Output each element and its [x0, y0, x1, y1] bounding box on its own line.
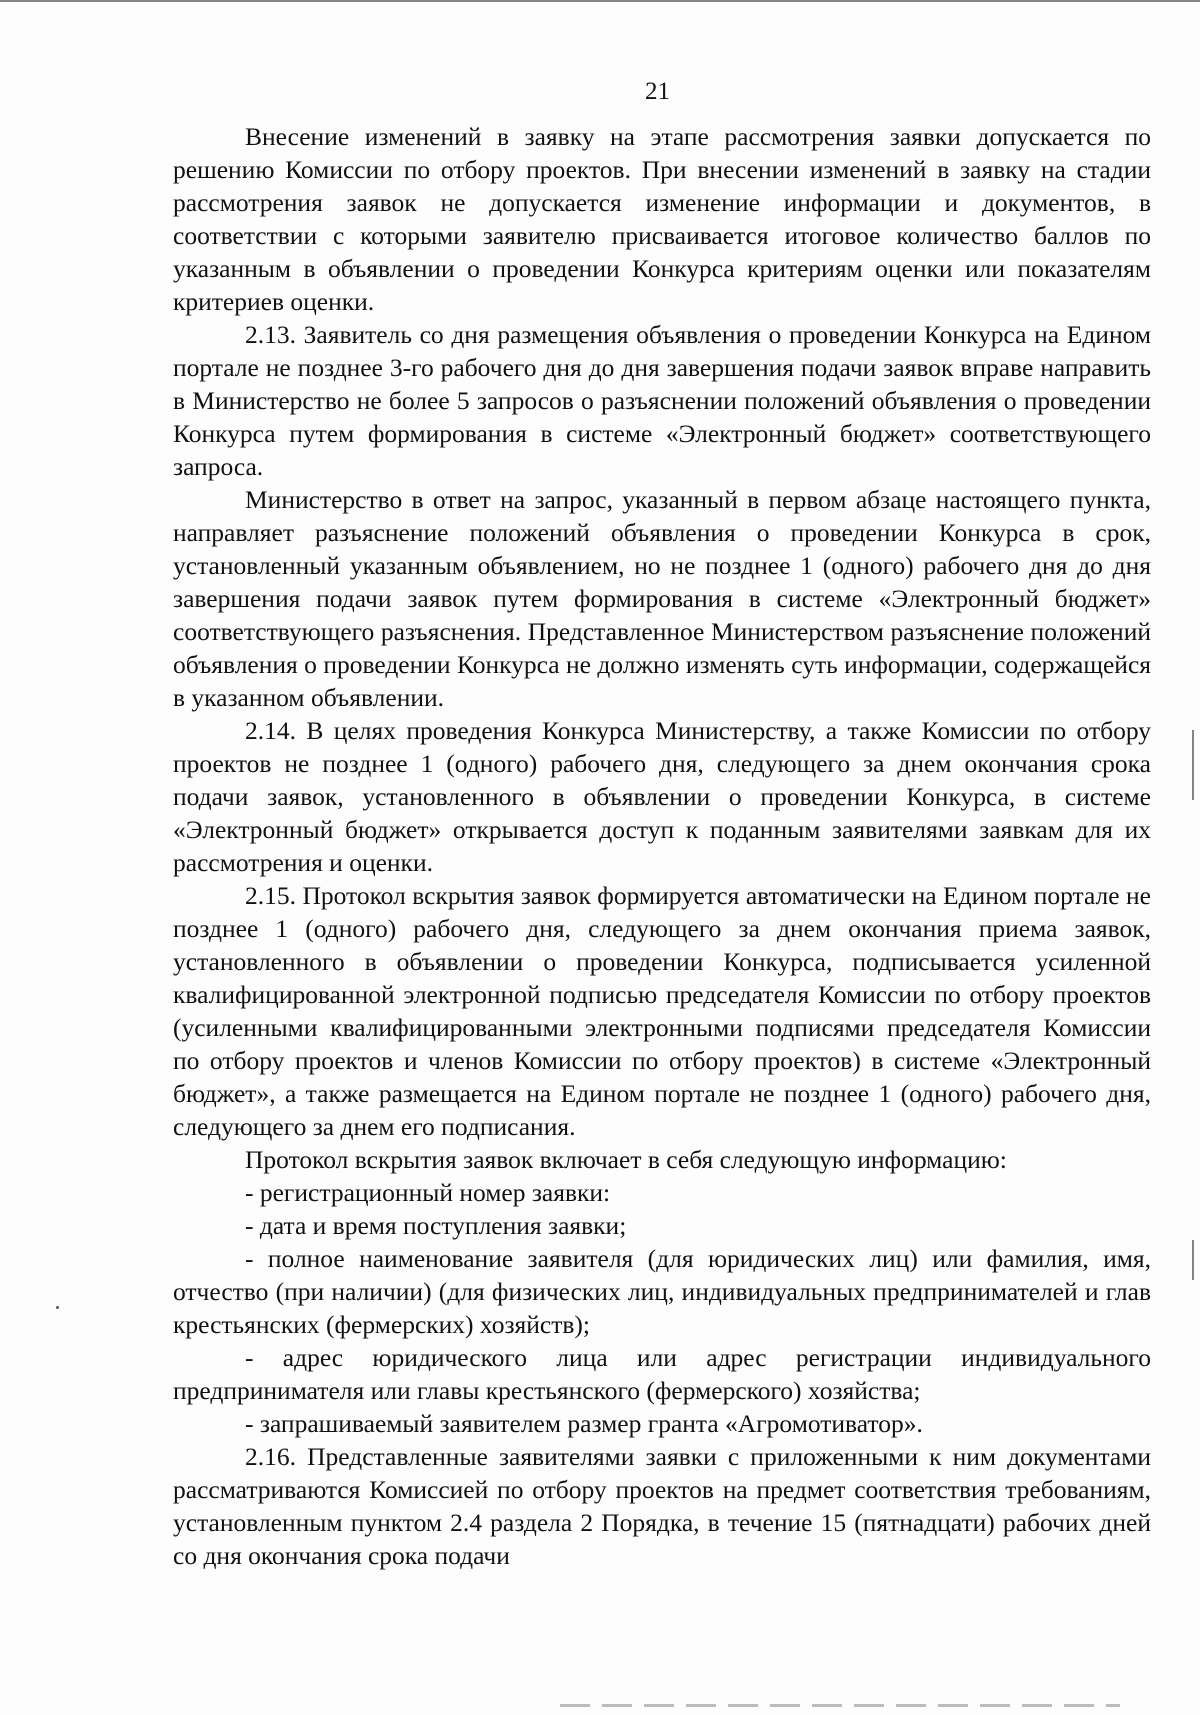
paragraph-amendments: Внесение изменений в заявку на этапе рассмотрения заявки допускается по решению Комиссии по отбору проектов. При внесении изменений в заявку на стадии рассмотрения заявок не допускается изменение информации и документов, в соответствии с которыми заявителю присваивается итоговое количество баллов по указанным в объявлении о проведении Конкурса критериям оценки или показателям критериев оценки.: [173, 122, 1151, 316]
paragraph-2-13: 2.13. Заявитель со дня размещения объявления о проведении Конкурса на Едином портале не позднее 3-го рабочего дня до дня завершения подачи заявок вправе направить в Министерство не более 5 запросов о разъяснении положений объявления о проведении Конкурса путем формирования в системе «Электронный бюджет» соответствующего запроса.: [173, 320, 1151, 481]
page-number: 21: [645, 78, 670, 105]
scan-margin-mark: [1192, 730, 1194, 800]
scan-edge-line: [0, 0, 1200, 2]
list-item-registration-number: - регистрационный номер заявки:: [245, 1178, 611, 1207]
list-item-applicant-name: - полное наименование заявителя (для юридических лиц) или фамилия, имя, отчество (при наличии) (для физических лиц, индивидуальных предпринимателей и глав крестьянских (фермерских) хозяйств);: [173, 1244, 1151, 1339]
document-body: [173, 120, 1151, 1572]
paragraph-2-15: 2.15. Протокол вскрытия заявок формируется автоматически на Едином портале не позднее 1 (одного) рабочего дня, следующего за днем окончания приема заявок, установленного в объявлении о проведении Конкурса, подписывается усиленной квалифицированной электронной подписью председателя Комиссии по отбору проектов (усиленными квалифицированными электронными подписями председателя Комиссии по отбору проектов и членов Комиссии по отбору проектов) в системе «Электронный бюджет», а также размещается на Едином портале не позднее 1 (одного) рабочего дня, следующего за днем его подписания.: [173, 881, 1151, 1141]
paragraph-ministry-response: Министерство в ответ на запрос, указанный в первом абзаце настоящего пункта, направляет разъяснение положений объявления о проведении Конкурса в срок, установленный указанным объявлением, но не позднее 1 (одного) рабочего дня до дня завершения подачи заявок путем формирования в системе «Электронный бюджет» соответствующего разъяснения. Представленное Министерством разъяснение положений объявления о проведении Конкурса не должно изменять суть информации, содержащейся в указанном объявлении.: [173, 485, 1151, 712]
scan-margin-mark: [1192, 1240, 1194, 1280]
scan-speck: [56, 1306, 59, 1309]
list-item-address: - адрес юридического лица или адрес регистрации индивидуального предпринимателя или главы крестьянского (фермерского) хозяйства;: [173, 1343, 1151, 1405]
list-item-grant-size: - запрашиваемый заявителем размер гранта «Агромотиватор».: [245, 1409, 923, 1438]
paragraph-2-14: 2.14. В целях проведения Конкурса Министерству, а также Комиссии по отбору проектов не позднее 1 (одного) рабочего дня, следующего за днем окончания срока подачи заявок, установленного в объявлении о проведении Конкурса, в системе «Электронный бюджет» открывается доступ к поданным заявителями заявкам для их рассмотрения и оценки.: [173, 716, 1151, 877]
paragraph-protocol-contents: Протокол вскрытия заявок включает в себя следующую информацию:: [245, 1145, 1007, 1174]
scan-bottom-edge: [560, 1704, 1120, 1707]
paragraph-2-16: 2.16. Представленные заявителями заявки с приложенными к ним документами рассматриваются Комиссией по отбору проектов на предмет соответствия требованиям, установленным пунктом 2.4 раздела 2 Порядка, в течение 15 (пятнадцати) рабочих дней со дня окончания срока подачи: [173, 1442, 1151, 1570]
list-item-date-time: - дата и время поступления заявки;: [245, 1211, 627, 1240]
